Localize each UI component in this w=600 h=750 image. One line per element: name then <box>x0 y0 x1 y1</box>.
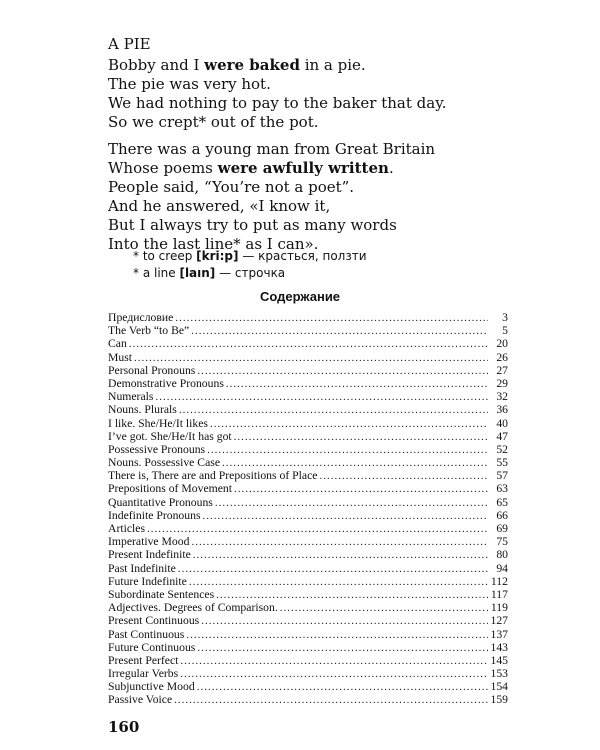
toc-entry <box>108 311 508 324</box>
poem-line <box>108 113 446 132</box>
toc-entry-page: 3 <box>502 311 508 324</box>
toc-entry-page: 69 <box>496 522 508 535</box>
toc-entry-page: 47 <box>496 429 508 443</box>
toc-leader-dots <box>147 523 488 536</box>
toc-entry-title: Possessive Pronouns <box>108 442 206 456</box>
poem-line <box>108 178 435 197</box>
toc-entry-page: 63 <box>496 482 508 496</box>
line-text: . <box>388 159 394 177</box>
toc-entry-title: Must <box>108 350 133 364</box>
poem-title: A PIE <box>108 35 151 53</box>
toc-entry-title: Subjunctive Mood <box>108 680 195 694</box>
line-text: Into the last line* as I can». <box>108 235 319 253</box>
line-text: There was a young man from Great Britain <box>108 140 436 158</box>
toc-entry-title: Imperative Mood <box>108 535 190 549</box>
toc-entry-page: 66 <box>496 508 508 522</box>
line-text: So we crept* out of the pot. <box>108 113 319 131</box>
toc-entry-page: 112 <box>490 574 508 588</box>
toc-entry <box>108 364 508 377</box>
line-text: People said, “You’re not a poet”. <box>108 178 355 196</box>
toc-leader-dots <box>319 470 488 483</box>
line-bold-text: were baked <box>204 56 300 74</box>
toc-leader-dots <box>197 681 488 694</box>
toc-entry <box>108 601 508 614</box>
poem-pie <box>108 56 446 132</box>
footnote-transcription: [kri:p] <box>196 249 239 263</box>
toc-leader-dots <box>207 444 488 457</box>
toc-entry-title: Present Indefinite <box>108 548 191 562</box>
toc-entry-page: 40 <box>496 416 508 430</box>
line-text: Whose poems <box>108 159 218 177</box>
toc-leader-dots <box>179 404 488 417</box>
toc-entry-page: 5 <box>502 324 508 338</box>
toc-entry <box>108 509 508 522</box>
toc-leader-dots <box>193 549 488 562</box>
toc-entry <box>108 403 508 416</box>
toc-entry-page: 154 <box>490 680 508 694</box>
toc-entry-page: 94 <box>496 561 508 575</box>
toc-leader-dots <box>210 418 488 431</box>
footnote-transcription: [laın] <box>179 266 216 280</box>
poem-line <box>108 159 435 178</box>
toc-leader-dots <box>189 576 488 589</box>
toc-leader-dots <box>191 325 488 338</box>
line-text: The pie was very hot. <box>108 75 271 93</box>
toc-entry-title: Present Perfect <box>108 653 179 667</box>
toc-entry-page: 80 <box>496 548 508 562</box>
toc-entry-title: Articles <box>108 522 145 535</box>
toc-entry-title: Past Continuous <box>108 627 185 641</box>
toc-entry-title: Irregular Verbs <box>108 667 179 681</box>
toc-entry <box>108 469 508 482</box>
toc-leader-dots <box>197 642 488 655</box>
toc-leader-dots <box>234 483 488 496</box>
toc-leader-dots <box>215 497 488 510</box>
toc-entry-title: Prepositions of Movement <box>108 482 233 496</box>
toc-leader-dots <box>234 431 488 444</box>
footnote-text: * to creep <box>133 249 197 263</box>
toc-leader-dots <box>175 312 488 325</box>
poem-line <box>108 94 446 113</box>
toc-leader-dots <box>186 629 488 642</box>
line-text: We had nothing to pay to the baker that day. <box>108 94 447 112</box>
poem-line <box>108 140 435 159</box>
toc-entry <box>108 667 508 680</box>
toc-leader-dots <box>178 563 488 576</box>
toc-leader-dots <box>129 338 488 351</box>
toc-entry-title: Nouns. Possessive Case <box>108 456 221 470</box>
toc-entry <box>108 351 508 364</box>
toc-entry-title: Passive Voice <box>108 693 173 707</box>
line-bold-text: were awfully written <box>217 159 389 177</box>
toc-entry-page: 153 <box>490 667 508 681</box>
toc-entry-page: 65 <box>496 495 508 509</box>
toc-entry-page: 127 <box>490 614 508 628</box>
toc-leader-dots <box>180 668 488 681</box>
toc-entry-page: 75 <box>496 535 508 549</box>
toc-entry <box>108 482 508 495</box>
toc-entry <box>108 522 508 535</box>
toc-entry-page: 119 <box>490 601 508 615</box>
toc-leader-dots <box>155 391 488 404</box>
toc-entry <box>108 562 508 575</box>
toc-leader-dots <box>180 655 488 668</box>
table-of-contents <box>108 311 508 707</box>
toc-entry-title: Past Indefinite <box>108 561 176 575</box>
line-text: But I always try to put as many words <box>108 216 397 234</box>
toc-entry-title: Предисловие <box>108 311 174 324</box>
toc-entry <box>108 337 508 350</box>
toc-entry-page: 55 <box>496 456 508 470</box>
toc-entry-title: Numerals <box>108 390 154 404</box>
page-number: 160 <box>108 718 140 736</box>
poem-great-britain <box>108 140 435 254</box>
toc-entry <box>108 641 508 654</box>
toc-entry-title: Subordinate Sentences <box>108 587 215 601</box>
toc-entry <box>108 377 508 390</box>
poem-line <box>108 56 446 75</box>
line-text: in a pie. <box>299 56 366 74</box>
footnote <box>133 248 367 265</box>
toc-entry-title: Future Continuous <box>108 640 196 654</box>
toc-heading: Содержание <box>259 289 341 304</box>
footnote <box>133 265 367 282</box>
toc-entry <box>108 324 508 337</box>
toc-entry-title: Present Continuous <box>108 614 200 628</box>
toc-entry <box>108 443 508 456</box>
toc-entry-title: Adjectives. Degrees of Comparison. <box>108 601 278 615</box>
toc-leader-dots <box>197 365 488 378</box>
toc-entry-page: 143 <box>490 640 508 654</box>
toc-entry <box>108 548 508 561</box>
toc-entry-page: 57 <box>496 469 508 483</box>
toc-entry-page: 26 <box>496 350 508 364</box>
toc-entry-page: 32 <box>496 390 508 404</box>
poem-line <box>108 216 435 235</box>
toc-leader-dots <box>201 615 488 628</box>
toc-entry <box>108 614 508 627</box>
toc-entry-title: Nouns. Plurals <box>108 403 177 417</box>
toc-leader-dots <box>191 536 488 549</box>
toc-entry <box>108 693 508 706</box>
toc-entry-page: 20 <box>496 337 508 351</box>
line-text: Bobby and I <box>108 56 205 74</box>
toc-entry-page: 137 <box>490 627 508 641</box>
line-text: And he answered, «I know it, <box>108 197 331 215</box>
toc-entry-title: The Verb “to Be” <box>108 324 190 338</box>
poem-line <box>108 75 446 94</box>
toc-entry <box>108 417 508 430</box>
toc-entry-title: Indefinite Pronouns <box>108 508 201 522</box>
toc-entry-title: Quantitative Pronouns <box>108 495 213 509</box>
toc-entry-title: Future Indefinite <box>108 574 187 588</box>
footnotes <box>133 248 367 282</box>
toc-entry <box>108 575 508 588</box>
poem-line <box>108 197 435 216</box>
toc-entry-page: 145 <box>490 653 508 667</box>
toc-entry-page: 29 <box>496 376 508 390</box>
toc-entry <box>108 535 508 548</box>
toc-leader-dots <box>174 694 488 707</box>
toc-leader-dots <box>280 602 488 615</box>
toc-entry-title: Personal Pronouns <box>108 363 196 377</box>
toc-leader-dots <box>226 378 488 391</box>
toc-entry <box>108 654 508 667</box>
toc-entry-title: There is, There are and Prepositions of Place <box>108 469 318 483</box>
toc-entry-title: I’ve got. She/He/It has got <box>108 429 232 443</box>
toc-entry-page: 27 <box>496 363 508 377</box>
toc-entry-page: 159 <box>490 693 508 707</box>
toc-entry <box>108 628 508 641</box>
toc-entry <box>108 588 508 601</box>
toc-entry <box>108 456 508 469</box>
toc-leader-dots <box>203 510 488 523</box>
toc-entry-page: 52 <box>496 442 508 456</box>
toc-entry <box>108 680 508 693</box>
toc-entry-title: Demonstrative Pronouns <box>108 376 224 390</box>
toc-entry-title: Can <box>108 337 127 351</box>
footnote-text: — строчка <box>215 266 286 280</box>
toc-entry <box>108 496 508 509</box>
toc-entry-title: I like. She/He/It likes <box>108 416 208 430</box>
toc-entry <box>108 390 508 403</box>
toc-entry <box>108 430 508 443</box>
toc-entry-page: 36 <box>496 403 508 417</box>
footnote-text: — красться, ползти <box>238 249 367 263</box>
footnote-text: * a line <box>133 266 180 280</box>
toc-entry-page: 117 <box>490 587 508 601</box>
